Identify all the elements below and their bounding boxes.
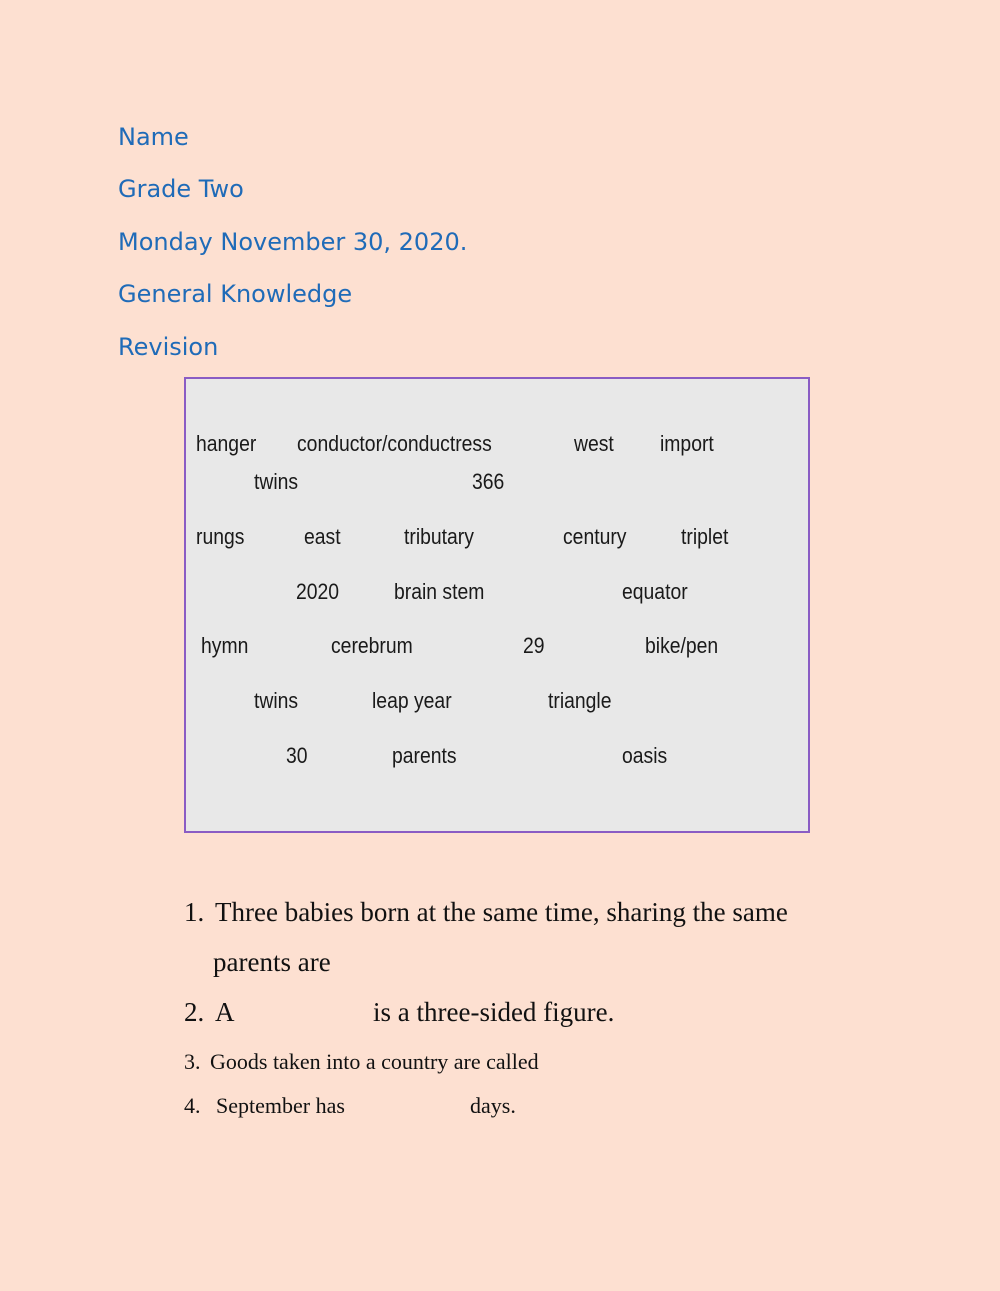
date-label: Monday November 30, 2020. (118, 228, 468, 256)
question-number: 3. (184, 1049, 201, 1074)
word-bank-item: cerebrum (331, 633, 413, 658)
word-bank-item: rungs (196, 524, 245, 549)
word-bank-item: twins (254, 688, 299, 713)
word-bank-item: import (660, 431, 714, 456)
question-text: Goods taken into a country are called (210, 1049, 539, 1074)
question-2 (184, 997, 235, 1028)
word-bank-item: hymn (201, 633, 249, 658)
word-bank-item: bike/pen (645, 633, 719, 658)
word-bank-item: century (563, 524, 627, 549)
question-4-text-end: days. (470, 1093, 516, 1118)
question-4 (184, 1093, 345, 1119)
word-bank-item: hanger (196, 431, 257, 456)
question-number: 2. (184, 997, 205, 1027)
word-bank-item: triplet (681, 524, 729, 549)
word-bank-item: west (574, 431, 614, 456)
name-label: Name (118, 123, 189, 151)
word-bank-item: tributary (404, 524, 474, 549)
question-2-text-end: is a three-sided figure. (373, 997, 615, 1027)
word-bank-item: 2020 (296, 579, 340, 604)
topic-label: Revision (118, 333, 219, 361)
question-text: Three babies born at the same time, sharing the same (215, 897, 788, 927)
question-text: September has (216, 1093, 345, 1118)
question-3 (184, 1049, 539, 1075)
word-bank (184, 377, 810, 833)
word-bank-item: 29 (523, 633, 545, 658)
word-bank-item: 30 (286, 743, 308, 768)
subject-label: General Knowledge (118, 280, 353, 308)
word-bank-item: triangle (548, 688, 612, 713)
question-1 (184, 897, 788, 928)
word-bank-item: brain stem (394, 579, 485, 604)
word-bank-item: leap year (372, 688, 452, 713)
word-bank-item: oasis (622, 743, 668, 768)
word-bank-item: equator (622, 579, 688, 604)
word-bank-item: 366 (472, 469, 505, 494)
word-bank-item: twins (254, 469, 299, 494)
word-bank-item: conductor/conductress (297, 431, 492, 456)
question-1-continued: parents are (213, 947, 331, 977)
grade-label: Grade Two (118, 175, 244, 203)
question-number: 1. (184, 897, 205, 927)
question-number: 4. (184, 1093, 201, 1118)
word-bank-item: east (304, 524, 341, 549)
word-bank-item: parents (392, 743, 457, 768)
question-text: A (215, 997, 235, 1027)
